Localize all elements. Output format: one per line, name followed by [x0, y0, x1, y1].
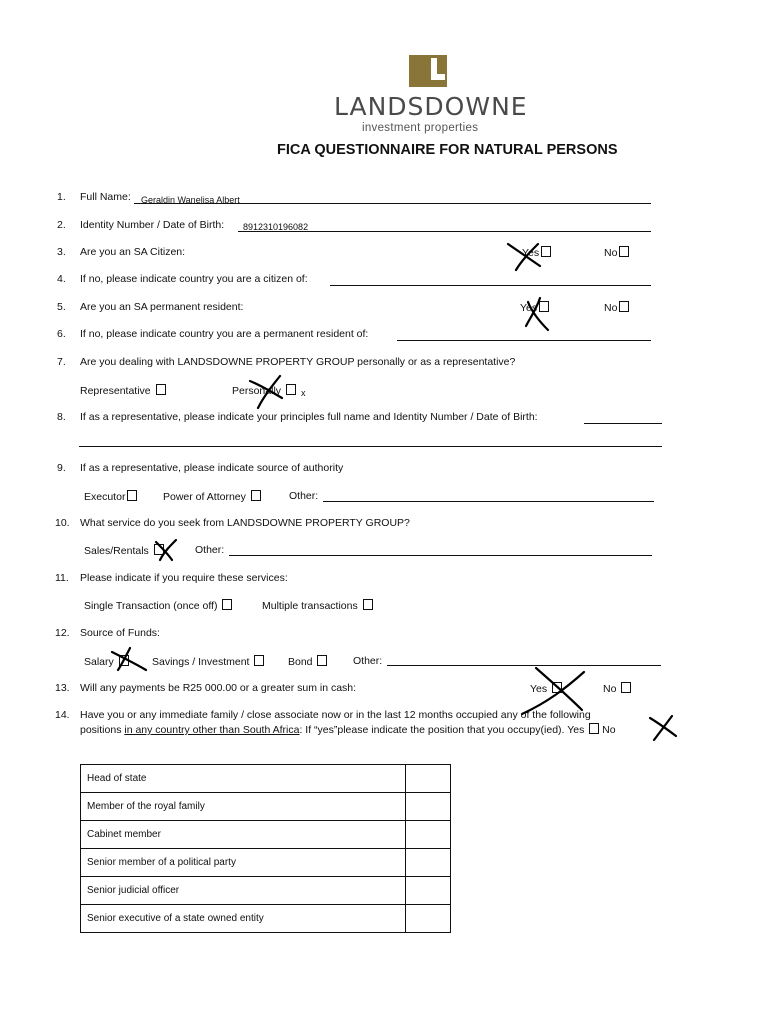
- position-label: Head of state: [81, 765, 406, 793]
- q10-number: 10.: [55, 517, 70, 529]
- position-label: Cabinet member: [81, 821, 406, 849]
- q7-label: Are you dealing with LANDSDOWNE PROPERTY GROUP personally or as a representative?: [80, 356, 516, 368]
- q11-single-label: Single Transaction (once off): [84, 600, 218, 612]
- q2-value: 8912310196082: [243, 222, 309, 232]
- q1-value: Geraldin Wanelisa Albert: [141, 195, 240, 205]
- position-label: Senior executive of a state owned entity: [81, 905, 406, 933]
- q4-number: 4.: [57, 273, 66, 285]
- q14-number: 14.: [55, 709, 70, 721]
- q2-number: 2.: [57, 219, 66, 231]
- q7-personally-cross-mark: [250, 376, 282, 408]
- q12-salary-label: Salary: [84, 656, 114, 668]
- q14-line1: Have you or any immediate family / close associate now or in the last 12 months occupied any of the following: [80, 709, 591, 721]
- position-label: Member of the royal family: [81, 793, 406, 821]
- q5-yes-cross-mark: [526, 298, 548, 330]
- q9-poa-label: Power of Attorney: [163, 491, 246, 503]
- q12-savings-label: Savings / Investment: [152, 656, 250, 668]
- q3-yes-label: Yes: [522, 247, 540, 259]
- q11-number: 11.: [55, 572, 69, 584]
- q12-number: 12.: [55, 627, 70, 639]
- q2-label: Identity Number / Date of Birth:: [80, 219, 225, 231]
- q14-no-cross-mark: [650, 716, 676, 740]
- q7-extra-mark: x: [301, 388, 306, 398]
- q6-number: 6.: [57, 328, 66, 340]
- q9-executor-label: Executor: [84, 491, 126, 503]
- q10-sales-label: Sales/Rentals: [84, 545, 149, 557]
- q9-number: 9.: [57, 462, 66, 474]
- q12-salary-cross-mark: [112, 648, 146, 670]
- q12-label: Source of Funds:: [80, 627, 160, 639]
- q9-other-label: Other:: [289, 490, 319, 502]
- q6-label: If no, please indicate country you are a permanent resident of:: [80, 328, 369, 340]
- q12-other-label: Other:: [353, 655, 383, 667]
- q14-no-label: No: [602, 724, 616, 736]
- q3-label: Are you an SA Citizen:: [80, 246, 186, 258]
- q4-label: If no, please indicate country you are a citizen of:: [80, 273, 308, 285]
- position-label: Senior judicial officer: [81, 877, 406, 905]
- q14-line2-b: : If “yes”please indicate the position that you occupy(ied).: [299, 724, 565, 736]
- q10-sales-cross-mark: [156, 540, 176, 560]
- q9-label: If as a representative, please indicate source of authority: [80, 462, 344, 474]
- q11-label: Please indicate if you require these services:: [80, 572, 288, 584]
- q13-label: Will any payments be R25 000.00 or a greater sum in cash:: [80, 682, 357, 694]
- q13-yes-label: Yes: [530, 683, 548, 695]
- q3-number: 3.: [57, 246, 66, 258]
- brand-tagline: investment properties: [362, 122, 479, 134]
- q13-number: 13.: [55, 682, 70, 694]
- q10-other-label: Other:: [195, 544, 225, 556]
- q14-line2-underlined: in any country other than South Africa: [124, 724, 300, 736]
- q1-number: 1.: [57, 191, 66, 203]
- position-label: Senior member of a political party: [81, 849, 406, 877]
- q7-personally-label: Personally: [232, 385, 282, 397]
- q5-no-label: No: [604, 302, 618, 314]
- brand-name: LANDSDOWNE: [334, 92, 528, 121]
- q5-yes-label: Yes: [520, 302, 538, 314]
- q13-no-label: No: [603, 683, 617, 695]
- q5-number: 5.: [57, 301, 66, 313]
- q12-bond-label: Bond: [288, 656, 313, 668]
- q5-label: Are you an SA permanent resident:: [80, 301, 244, 313]
- page-title: FICA QUESTIONNAIRE FOR NATURAL PERSONS: [277, 142, 618, 158]
- q11-multiple-label: Multiple transactions: [262, 600, 358, 612]
- q3-yes-cross-mark: [508, 244, 540, 270]
- q1-label: Full Name:: [80, 191, 131, 203]
- q14-yes-label: Yes: [567, 724, 585, 736]
- q8-label: If as a representative, please indicate your principles full name and Identity Number / Date of Birth:: [80, 411, 538, 423]
- q7-representative-label: Representative: [80, 385, 151, 397]
- q13-yes-cross-mark: [522, 668, 584, 714]
- q10-label: What service do you seek from LANDSDOWNE PROPERTY GROUP?: [80, 517, 410, 529]
- q14-line2-a: positions: [80, 724, 125, 736]
- q3-no-label: No: [604, 247, 618, 259]
- q7-number: 7.: [57, 356, 66, 368]
- q8-number: 8.: [57, 411, 66, 423]
